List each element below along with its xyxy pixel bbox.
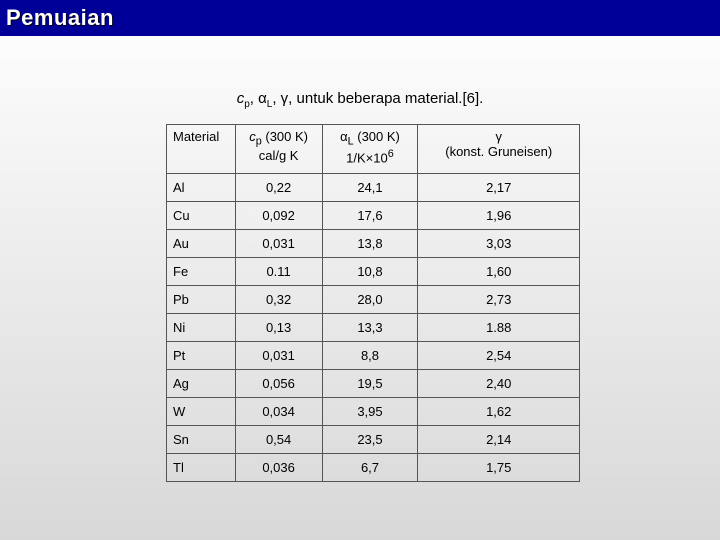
table-row <box>167 454 580 482</box>
cell-material: Au <box>167 230 236 258</box>
cell-material: Ag <box>167 370 236 398</box>
caption-rest: , γ, untuk beberapa material.[6]. <box>272 90 484 107</box>
caption-cp-sub: p <box>244 99 250 110</box>
cell-cp: 0,22 <box>235 174 322 202</box>
cell-material: Fe <box>167 258 236 286</box>
cell-material: Cu <box>167 202 236 230</box>
cell-cp: 0,034 <box>235 398 322 426</box>
cell-gamma: 1,96 <box>418 202 580 230</box>
cell-gamma: 2,73 <box>418 286 580 314</box>
cell-material: W <box>167 398 236 426</box>
table-row <box>167 398 580 426</box>
header-alpha: $\alpha_L$ (300 K) $1/K\times 10^6$ <box>322 125 418 174</box>
caption-cp: c <box>236 90 245 107</box>
cell-cp: 0,54 <box>235 426 322 454</box>
table-row <box>167 174 580 202</box>
cell-cp: 0.11 <box>235 258 322 286</box>
cell-alpha: 6,7 <box>322 454 418 482</box>
cell-material: Ni <box>167 314 236 342</box>
cell-cp: 0,036 <box>235 454 322 482</box>
cell-alpha: 13,8 <box>322 230 418 258</box>
cell-cp: 0,031 <box>235 230 322 258</box>
cell-alpha: 8,8 <box>322 342 418 370</box>
cell-cp: 0,32 <box>235 286 322 314</box>
caption-alpha-sub: L <box>266 99 273 110</box>
cell-gamma: 1,60 <box>418 258 580 286</box>
material-table <box>166 124 580 482</box>
cell-material: Pb <box>167 286 236 314</box>
cell-cp: 0,092 <box>235 202 322 230</box>
caption-alpha: α <box>258 90 267 107</box>
cell-gamma: 2,17 <box>418 174 580 202</box>
table-row <box>167 370 580 398</box>
cell-alpha: 24,1 <box>322 174 418 202</box>
table-row <box>167 258 580 286</box>
cell-alpha: 19,5 <box>322 370 418 398</box>
table-header-row <box>167 125 580 174</box>
cell-cp: 0,031 <box>235 342 322 370</box>
cell-alpha: 3,95 <box>322 398 418 426</box>
header-gamma: γ (konst. Gruneisen) <box>418 125 580 174</box>
cell-cp: 0,13 <box>235 314 322 342</box>
header-material: Material <box>167 125 236 174</box>
cell-alpha: 17,6 <box>322 202 418 230</box>
table-row <box>167 426 580 454</box>
cell-alpha: 13,3 <box>322 314 418 342</box>
cell-gamma: 3,03 <box>418 230 580 258</box>
cell-material: Sn <box>167 426 236 454</box>
cell-material: Al <box>167 174 236 202</box>
cell-gamma: 1.88 <box>418 314 580 342</box>
cell-gamma: 1,75 <box>418 454 580 482</box>
cell-gamma: 2,54 <box>418 342 580 370</box>
cell-gamma: 2,40 <box>418 370 580 398</box>
table-row <box>167 286 580 314</box>
table-row <box>167 314 580 342</box>
table-row <box>167 342 580 370</box>
cell-alpha: 23,5 <box>322 426 418 454</box>
cell-cp: 0,056 <box>235 370 322 398</box>
cell-material: Tl <box>167 454 236 482</box>
page-title: Pemuaian <box>6 5 114 30</box>
cell-gamma: 1,62 <box>418 398 580 426</box>
table-caption: $c_p$, $\alpha_L$, γ, untuk beberapa material.[6]. <box>236 90 484 110</box>
table-row <box>167 202 580 230</box>
cell-alpha: 28,0 <box>322 286 418 314</box>
cell-gamma: 2,14 <box>418 426 580 454</box>
table-row <box>167 230 580 258</box>
title-bar <box>0 0 720 36</box>
cell-alpha: 10,8 <box>322 258 418 286</box>
cell-material: Pt <box>167 342 236 370</box>
header-cp: $c_p$ (300 K) cal/g K <box>235 125 322 174</box>
